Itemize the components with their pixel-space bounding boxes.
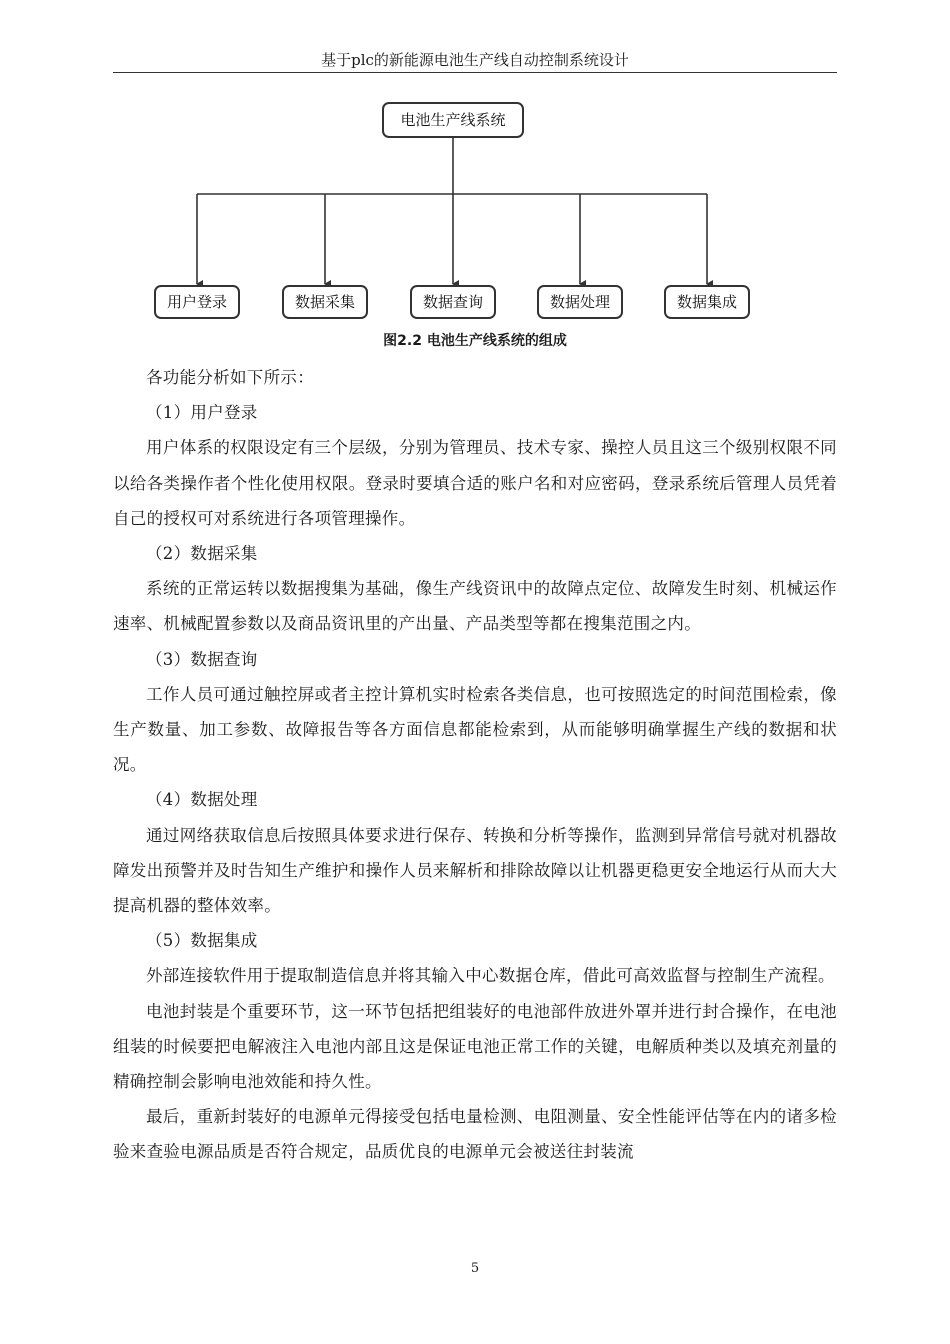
section-heading-data-collection: （2）数据采集	[146, 544, 258, 564]
child-node-data-collection: 数据采集	[282, 285, 368, 319]
section-heading-data-integration: （5）数据集成	[146, 931, 258, 951]
child-node-user-login: 用户登录	[154, 285, 240, 319]
page-number: 5	[470, 1261, 480, 1276]
system-composition-diagram	[150, 100, 760, 325]
child-node-data-integration: 数据集成	[664, 285, 750, 319]
body-text	[113, 360, 837, 1170]
paragraph-data-query: 工作人员可通过触控屏或者主控计算机实时检索各类信息，也可按照选定的时间范围检索，像生产数量、加工参数、故障报告等各方面信息都能检索到，从而能够明确掌握生产线的数据和状况。	[113, 684, 837, 775]
section-heading-data-processing: （4）数据处理	[146, 790, 258, 810]
intro-paragraph: 各功能分析如下所示：	[146, 368, 314, 387]
section-heading-user-login: （1）用户登录	[146, 403, 258, 423]
paragraph-data-collection: 系统的正常运转以数据搜集为基础，像生产线资讯中的故障点定位、故障发生时刻、机械运作速率、机械配置参数以及商品资讯里的产出量、产品类型等都在搜集范围之内。	[113, 579, 837, 634]
figure-caption: 图2.2 电池生产线系统的组成	[383, 333, 567, 349]
paragraph-data-integration: 外部连接软件用于提取制造信息并将其输入中心数据仓库，借此可高效监督与控制生产流程。	[146, 966, 835, 986]
paragraph-battery-packaging: 电池封装是个重要环节，这一环节包括把组装好的电池部件放进外罩并进行封合操作，在电池组装的时候要把电解液注入电池内部且这是保证电池正常工作的关键，电解质种类以及填充剂量的精确控制会影响电池效能和持久性。	[113, 1001, 837, 1092]
page-header: 基于plc的新能源电池生产线自动控制系统设计	[113, 48, 837, 73]
root-node: 电池生产线系统	[382, 102, 524, 138]
child-node-data-query: 数据查询	[410, 285, 496, 319]
paragraph-data-processing: 通过网络获取信息后按照具体要求进行保存、转换和分析等操作，监测到异常信号就对机器故障发出预警并及时告知生产维护和操作人员来解析和排除故障以让机器更稳更安全地运行从而大大提高机器的整体效率。	[113, 825, 837, 916]
paragraph-user-login: 用户体系的权限设定有三个层级，分别为管理员、技术专家、操控人员且这三个级别权限不同以给各类操作者个性化使用权限。登录时要填合适的账户名和对应密码，登录系统后管理人员凭着自己的授权可对系统进行各项管理操作。	[113, 438, 837, 528]
child-node-data-processing: 数据处理	[537, 285, 623, 319]
paragraph-final-inspection: 最后，重新封装好的电源单元得接受包括电量检测、电阻测量、安全性能评估等在内的诸多检验来查验电源品质是否符合规定，品质优良的电源单元会被送往封装流	[113, 1107, 837, 1162]
section-heading-data-query: （3）数据查询	[146, 649, 258, 669]
